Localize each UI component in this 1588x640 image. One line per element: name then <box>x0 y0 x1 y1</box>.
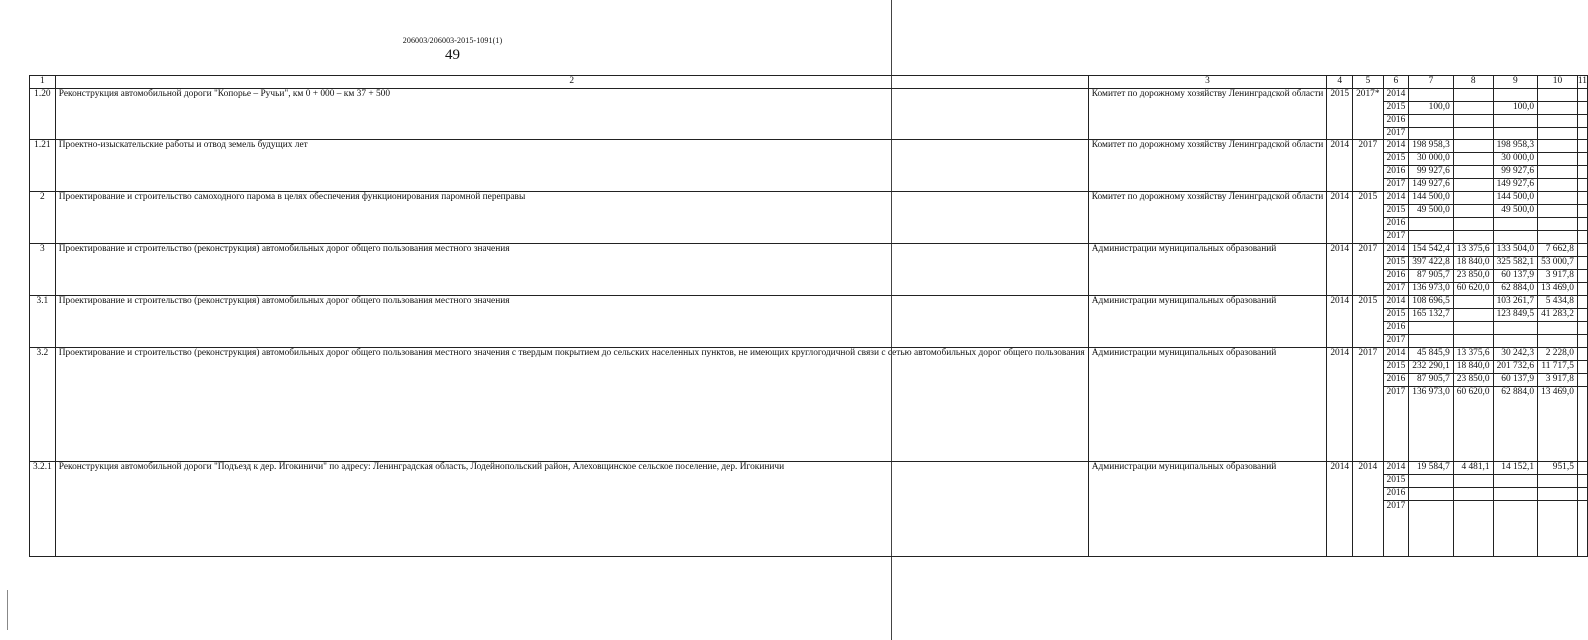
amount-cell-7: 165 132,7 <box>1409 308 1454 321</box>
amount-cell-11 <box>1577 308 1587 321</box>
column-number-3: 3 <box>1088 76 1327 89</box>
year-cell: 2015 <box>1383 205 1409 218</box>
amount-cell-9: 103 261,7 <box>1493 295 1538 308</box>
amount-cell-10: 13 469,0 <box>1538 386 1578 461</box>
amount-cell-7 <box>1409 487 1454 500</box>
amount-cell-7 <box>1409 114 1454 127</box>
year-cell: 2015 <box>1383 153 1409 166</box>
amount-cell-10 <box>1538 487 1578 500</box>
table-body <box>30 76 1588 557</box>
amount-cell-7: 45 845,9 <box>1409 347 1454 360</box>
amount-cell-8 <box>1453 321 1493 334</box>
amount-cell-7: 149 927,6 <box>1409 179 1454 192</box>
item-number: 3 <box>30 244 56 296</box>
amount-cell-7 <box>1409 231 1454 244</box>
year-cell: 2017 <box>1383 179 1409 192</box>
amount-cell-10 <box>1538 179 1578 192</box>
column-number-9: 9 <box>1493 76 1538 89</box>
amount-cell-10: 53 000,7 <box>1538 257 1578 270</box>
header-row <box>30 76 1588 89</box>
amount-cell-11 <box>1577 373 1587 386</box>
item-executor: Комитет по дорожному хозяйству Ленинградской области <box>1088 88 1327 140</box>
item-executor: Администрации муниципальных образований <box>1088 244 1327 296</box>
amount-cell-7 <box>1409 334 1454 347</box>
table-row <box>30 244 1588 257</box>
amount-cell-11 <box>1577 166 1587 179</box>
year-cell: 2014 <box>1383 192 1409 205</box>
start-year: 2014 <box>1327 461 1353 556</box>
amount-cell-9: 149 927,6 <box>1493 179 1538 192</box>
end-year: 2015 <box>1353 295 1383 347</box>
amount-cell-7 <box>1409 474 1454 487</box>
amount-cell-8 <box>1453 179 1493 192</box>
column-number-6: 6 <box>1383 76 1409 89</box>
amount-cell-9: 62 884,0 <box>1493 283 1538 296</box>
year-cell: 2016 <box>1383 218 1409 231</box>
amount-cell-10 <box>1538 218 1578 231</box>
table-row <box>30 192 1588 205</box>
amount-cell-11 <box>1577 270 1587 283</box>
year-cell: 2015 <box>1383 308 1409 321</box>
amount-cell-10: 7 662,8 <box>1538 244 1578 257</box>
amount-cell-9 <box>1493 474 1538 487</box>
amount-cell-10 <box>1538 334 1578 347</box>
amount-cell-10 <box>1538 474 1578 487</box>
year-cell: 2017 <box>1383 386 1409 461</box>
amount-cell-8 <box>1453 500 1493 556</box>
amount-cell-8 <box>1453 153 1493 166</box>
amount-cell-8 <box>1453 334 1493 347</box>
amount-cell-11 <box>1577 500 1587 556</box>
amount-cell-11 <box>1577 88 1587 101</box>
amount-cell-8 <box>1453 140 1493 153</box>
end-year: 2017 <box>1353 140 1383 192</box>
item-name: Реконструкция автомобильной дороги "Копорье – Ручьи", км 0 + 000 – км 37 + 500 <box>55 88 1088 140</box>
amount-cell-11 <box>1577 101 1587 114</box>
amount-cell-8 <box>1453 295 1493 308</box>
amount-cell-10: 5 434,8 <box>1538 295 1578 308</box>
year-cell: 2017 <box>1383 127 1409 140</box>
start-year: 2014 <box>1327 192 1353 244</box>
start-year: 2014 <box>1327 140 1353 192</box>
amount-cell-9 <box>1493 334 1538 347</box>
amount-cell-9: 62 884,0 <box>1493 386 1538 461</box>
amount-cell-7: 144 500,0 <box>1409 192 1454 205</box>
item-executor: Комитет по дорожному хозяйству Ленинградской области <box>1088 140 1327 192</box>
year-cell: 2015 <box>1383 474 1409 487</box>
amount-cell-11 <box>1577 487 1587 500</box>
amount-cell-9: 144 500,0 <box>1493 192 1538 205</box>
year-cell: 2014 <box>1383 88 1409 101</box>
end-year: 2017 <box>1353 244 1383 296</box>
amount-cell-11 <box>1577 192 1587 205</box>
amount-cell-7: 232 290,1 <box>1409 360 1454 373</box>
scan-mark <box>7 590 8 630</box>
amount-cell-11 <box>1577 153 1587 166</box>
amount-cell-7: 49 500,0 <box>1409 205 1454 218</box>
amount-cell-9: 325 582,1 <box>1493 257 1538 270</box>
item-name: Проектирование и строительство самоходного парома в целях обеспечения функционирования паромной переправы <box>55 192 1088 244</box>
amount-cell-9 <box>1493 321 1538 334</box>
start-year: 2014 <box>1327 347 1353 461</box>
amount-cell-10 <box>1538 192 1578 205</box>
amount-cell-7: 397 422,8 <box>1409 257 1454 270</box>
amount-cell-11 <box>1577 386 1587 461</box>
amount-cell-10: 3 917,8 <box>1538 373 1578 386</box>
amount-cell-9: 30 242,3 <box>1493 347 1538 360</box>
column-number-4: 4 <box>1327 76 1353 89</box>
item-name: Проектирование и строительство (реконструкция) автомобильных дорог общего пользования местного значения <box>55 295 1088 347</box>
year-cell: 2015 <box>1383 101 1409 114</box>
amount-cell-7: 30 000,0 <box>1409 153 1454 166</box>
amount-cell-8: 4 481,1 <box>1453 461 1493 474</box>
column-number-10: 10 <box>1538 76 1578 89</box>
amount-cell-8 <box>1453 218 1493 231</box>
year-cell: 2015 <box>1383 360 1409 373</box>
amount-cell-11 <box>1577 334 1587 347</box>
amount-cell-10: 41 283,2 <box>1538 308 1578 321</box>
table-row <box>30 295 1588 308</box>
year-cell: 2014 <box>1383 461 1409 474</box>
amount-cell-11 <box>1577 140 1587 153</box>
year-cell: 2017 <box>1383 500 1409 556</box>
amount-cell-8 <box>1453 474 1493 487</box>
year-cell: 2016 <box>1383 373 1409 386</box>
table-row <box>30 88 1588 101</box>
document-id: 206003/206003-2015-1091(1) <box>402 36 503 45</box>
amount-cell-10: 2 228,0 <box>1538 347 1578 360</box>
table-row <box>30 347 1588 360</box>
year-cell: 2016 <box>1383 270 1409 283</box>
item-number: 3.1 <box>30 295 56 347</box>
amount-cell-9 <box>1493 487 1538 500</box>
column-number-2: 2 <box>55 76 1088 89</box>
amount-cell-7: 154 542,4 <box>1409 244 1454 257</box>
amount-cell-11 <box>1577 360 1587 373</box>
item-executor: Администрации муниципальных образований <box>1088 295 1327 347</box>
start-year: 2015 <box>1327 88 1353 140</box>
year-cell: 2015 <box>1383 257 1409 270</box>
amount-cell-8: 13 375,6 <box>1453 347 1493 360</box>
amount-cell-9: 30 000,0 <box>1493 153 1538 166</box>
amount-cell-7 <box>1409 218 1454 231</box>
amount-cell-7: 108 696,5 <box>1409 295 1454 308</box>
amount-cell-10 <box>1538 88 1578 101</box>
amount-cell-11 <box>1577 244 1587 257</box>
column-number-8: 8 <box>1453 76 1493 89</box>
amount-cell-11 <box>1577 205 1587 218</box>
year-cell: 2016 <box>1383 321 1409 334</box>
amount-cell-8 <box>1453 231 1493 244</box>
amount-cell-11 <box>1577 218 1587 231</box>
page-number: 49 <box>445 47 460 63</box>
year-cell: 2016 <box>1383 487 1409 500</box>
year-cell: 2016 <box>1383 114 1409 127</box>
amount-cell-9: 60 137,9 <box>1493 270 1538 283</box>
amount-cell-7: 100,0 <box>1409 101 1454 114</box>
year-cell: 2017 <box>1383 231 1409 244</box>
item-number: 3.2 <box>30 347 56 461</box>
program-table <box>29 75 1588 557</box>
amount-cell-11 <box>1577 231 1587 244</box>
item-name: Проектирование и строительство (реконструкция) автомобильных дорог общего пользования местного значения с твердым покрытием до сельских населенных пунктов, не имеющих круглогодичной связи с сетью автомобильных дорог общего пользования <box>55 347 1088 461</box>
amount-cell-9 <box>1493 114 1538 127</box>
amount-cell-11 <box>1577 127 1587 140</box>
amount-cell-11 <box>1577 283 1587 296</box>
amount-cell-9: 49 500,0 <box>1493 205 1538 218</box>
year-cell: 2016 <box>1383 166 1409 179</box>
year-cell: 2014 <box>1383 244 1409 257</box>
amount-cell-10 <box>1538 153 1578 166</box>
amount-cell-8 <box>1453 308 1493 321</box>
item-executor: Администрации муниципальных образований <box>1088 347 1327 461</box>
amount-cell-9 <box>1493 127 1538 140</box>
item-number: 3.2.1 <box>30 461 56 556</box>
item-executor: Комитет по дорожному хозяйству Ленинградской области <box>1088 192 1327 244</box>
amount-cell-9: 123 849,5 <box>1493 308 1538 321</box>
amount-cell-8: 60 620,0 <box>1453 283 1493 296</box>
amount-cell-7 <box>1409 500 1454 556</box>
end-year: 2014 <box>1353 461 1383 556</box>
item-number: 1.21 <box>30 140 56 192</box>
item-number: 1.20 <box>30 88 56 140</box>
amount-cell-7: 19 584,7 <box>1409 461 1454 474</box>
amount-cell-10 <box>1538 321 1578 334</box>
amount-cell-10 <box>1538 231 1578 244</box>
amount-cell-10 <box>1538 205 1578 218</box>
table-row <box>30 461 1588 474</box>
amount-cell-10: 11 717,5 <box>1538 360 1578 373</box>
amount-cell-10: 13 469,0 <box>1538 283 1578 296</box>
amount-cell-11 <box>1577 347 1587 360</box>
amount-cell-11 <box>1577 114 1587 127</box>
item-number: 2 <box>30 192 56 244</box>
amount-cell-8 <box>1453 101 1493 114</box>
start-year: 2014 <box>1327 244 1353 296</box>
amount-cell-10 <box>1538 101 1578 114</box>
amount-cell-11 <box>1577 257 1587 270</box>
amount-cell-8 <box>1453 192 1493 205</box>
amount-cell-9: 198 958,3 <box>1493 140 1538 153</box>
end-year: 2017* <box>1353 88 1383 140</box>
amount-cell-9: 133 504,0 <box>1493 244 1538 257</box>
amount-cell-10 <box>1538 166 1578 179</box>
end-year: 2017 <box>1353 347 1383 461</box>
end-year: 2015 <box>1353 192 1383 244</box>
amount-cell-7: 99 927,6 <box>1409 166 1454 179</box>
column-number-11: 11 <box>1577 76 1587 89</box>
amount-cell-10 <box>1538 500 1578 556</box>
amount-cell-9 <box>1493 231 1538 244</box>
item-name: Реконструкция автомобильной дороги "Подъезд к дер. Игокиничи" по адресу: Ленинградская область, Лодейнопольский район, Алеховщинское сельское поселение, дер. Игокиничи <box>55 461 1088 556</box>
amount-cell-9: 201 732,6 <box>1493 360 1538 373</box>
amount-cell-11 <box>1577 461 1587 474</box>
amount-cell-8: 60 620,0 <box>1453 386 1493 461</box>
amount-cell-9: 99 927,6 <box>1493 166 1538 179</box>
amount-cell-7 <box>1409 127 1454 140</box>
amount-cell-7: 136 973,0 <box>1409 283 1454 296</box>
year-cell: 2014 <box>1383 140 1409 153</box>
amount-cell-8: 23 850,0 <box>1453 270 1493 283</box>
item-name: Проектирование и строительство (реконструкция) автомобильных дорог общего пользования местного значения <box>55 244 1088 296</box>
amount-cell-7: 198 958,3 <box>1409 140 1454 153</box>
amount-cell-7: 136 973,0 <box>1409 386 1454 461</box>
year-cell: 2014 <box>1383 347 1409 360</box>
table-row <box>30 140 1588 153</box>
amount-cell-11 <box>1577 179 1587 192</box>
amount-cell-8 <box>1453 114 1493 127</box>
year-cell: 2014 <box>1383 295 1409 308</box>
column-number-7: 7 <box>1409 76 1454 89</box>
start-year: 2014 <box>1327 295 1353 347</box>
amount-cell-8: 18 840,0 <box>1453 360 1493 373</box>
column-number-5: 5 <box>1353 76 1383 89</box>
amount-cell-7: 87 905,7 <box>1409 373 1454 386</box>
amount-cell-11 <box>1577 295 1587 308</box>
amount-cell-8 <box>1453 487 1493 500</box>
year-cell: 2017 <box>1383 334 1409 347</box>
amount-cell-9 <box>1493 88 1538 101</box>
amount-cell-8: 18 840,0 <box>1453 257 1493 270</box>
year-cell: 2017 <box>1383 283 1409 296</box>
amount-cell-7 <box>1409 321 1454 334</box>
amount-cell-9 <box>1493 218 1538 231</box>
column-number-1: 1 <box>30 76 56 89</box>
amount-cell-8 <box>1453 205 1493 218</box>
amount-cell-8 <box>1453 127 1493 140</box>
item-executor: Администрации муниципальных образований <box>1088 461 1327 556</box>
amount-cell-8: 23 850,0 <box>1453 373 1493 386</box>
amount-cell-8 <box>1453 166 1493 179</box>
amount-cell-9: 100,0 <box>1493 101 1538 114</box>
amount-cell-10 <box>1538 127 1578 140</box>
amount-cell-10: 3 917,8 <box>1538 270 1578 283</box>
amount-cell-10: 951,5 <box>1538 461 1578 474</box>
amount-cell-10 <box>1538 140 1578 153</box>
amount-cell-9 <box>1493 500 1538 556</box>
amount-cell-10 <box>1538 114 1578 127</box>
amount-cell-11 <box>1577 474 1587 487</box>
amount-cell-7: 87 905,7 <box>1409 270 1454 283</box>
amount-cell-9: 60 137,9 <box>1493 373 1538 386</box>
amount-cell-8 <box>1453 88 1493 101</box>
amount-cell-8: 13 375,6 <box>1453 244 1493 257</box>
amount-cell-11 <box>1577 321 1587 334</box>
amount-cell-9: 14 152,1 <box>1493 461 1538 474</box>
amount-cell-7 <box>1409 88 1454 101</box>
item-name: Проектно-изыскательские работы и отвод земель будущих лет <box>55 140 1088 192</box>
